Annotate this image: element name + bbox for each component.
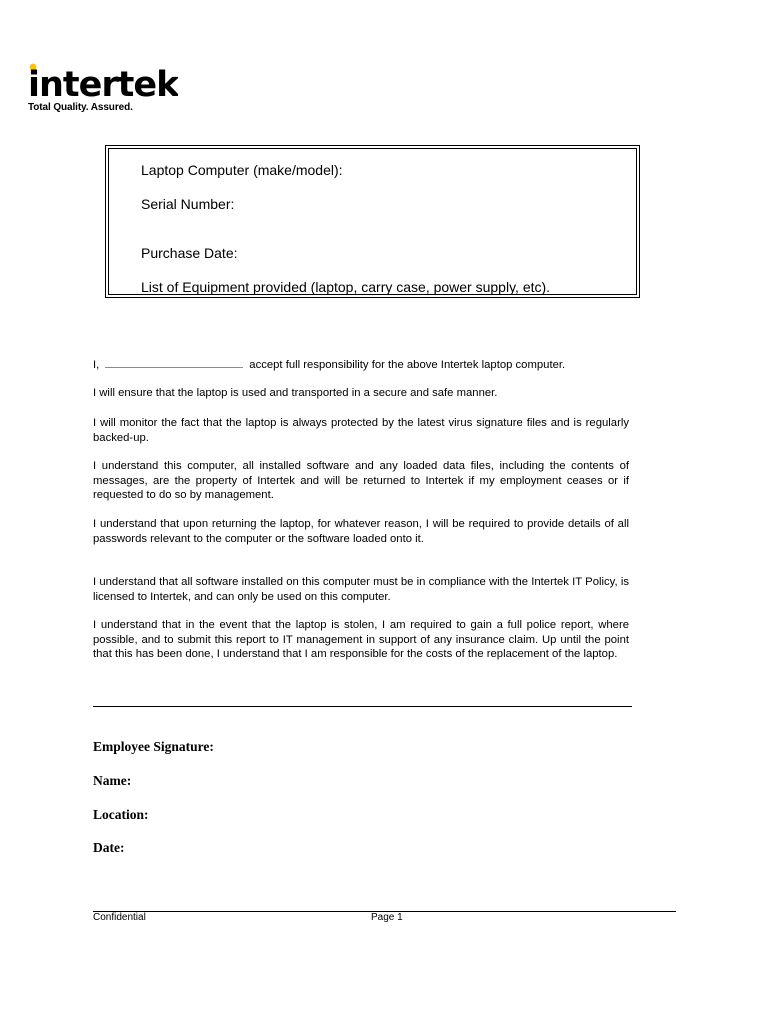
employee-signature-label: Employee Signature: <box>93 739 214 754</box>
acceptance-statement <box>93 357 629 373</box>
intertek-logo <box>28 62 178 113</box>
accept-suffix: accept full responsibility for the above Intertek laptop computer. <box>249 359 566 371</box>
section-divider <box>93 706 632 707</box>
equipment-list-label: List of Equipment provided (laptop, carry case, power supply, etc). <box>141 279 551 295</box>
location-label: Location: <box>93 807 149 822</box>
accept-prefix: I, <box>93 359 100 371</box>
purchase-date-label: Purchase Date: <box>141 245 238 261</box>
agreement-paragraph: I will ensure that the laptop is used and transported in a secure and safe manner. <box>93 387 498 399</box>
agreement-paragraph: I understand this computer, all installed software and any loaded data files, including the contents of messages, are the property of Intertek and will be returned to Intertek if my employment ceases or if requested to do so by management. <box>93 460 629 502</box>
intertek-wordmark-logo <box>28 62 178 102</box>
footer-confidential: Confidential <box>93 912 146 923</box>
name-label: Name: <box>93 773 132 788</box>
date-label: Date: <box>93 840 125 855</box>
svg-text:intertek: intertek <box>28 65 178 102</box>
laptop-model-label: Laptop Computer (make/model): <box>141 162 343 178</box>
agreement-paragraph: I understand that upon returning the laptop, for whatever reason, I will be required to provide details of all passwords relevant to the computer or the software loaded onto it. <box>93 518 629 545</box>
agreement-paragraph: I understand that all software installed on this computer must be in compliance with the Intertek IT Policy, is licensed to Intertek, and can only be used on this computer. <box>93 576 629 603</box>
employee-name-blank[interactable] <box>105 357 243 368</box>
footer-page-number: Page 1 <box>371 912 403 923</box>
agreement-paragraph: I will monitor the fact that the laptop is always protected by the latest virus signature files and is regularly backed-up. <box>93 417 629 444</box>
brand-tagline: Total Quality. Assured. <box>28 102 133 113</box>
agreement-paragraph: I understand that in the event that the laptop is stolen, I am required to gain a full police report, where possible, and to submit this report to IT management in support of any insurance claim. Up until the point that this has been done, I understand that I am responsible for the costs of the replacement of the laptop. <box>93 619 629 661</box>
laptop-info-box <box>105 145 640 298</box>
serial-number-label: Serial Number: <box>141 196 235 212</box>
